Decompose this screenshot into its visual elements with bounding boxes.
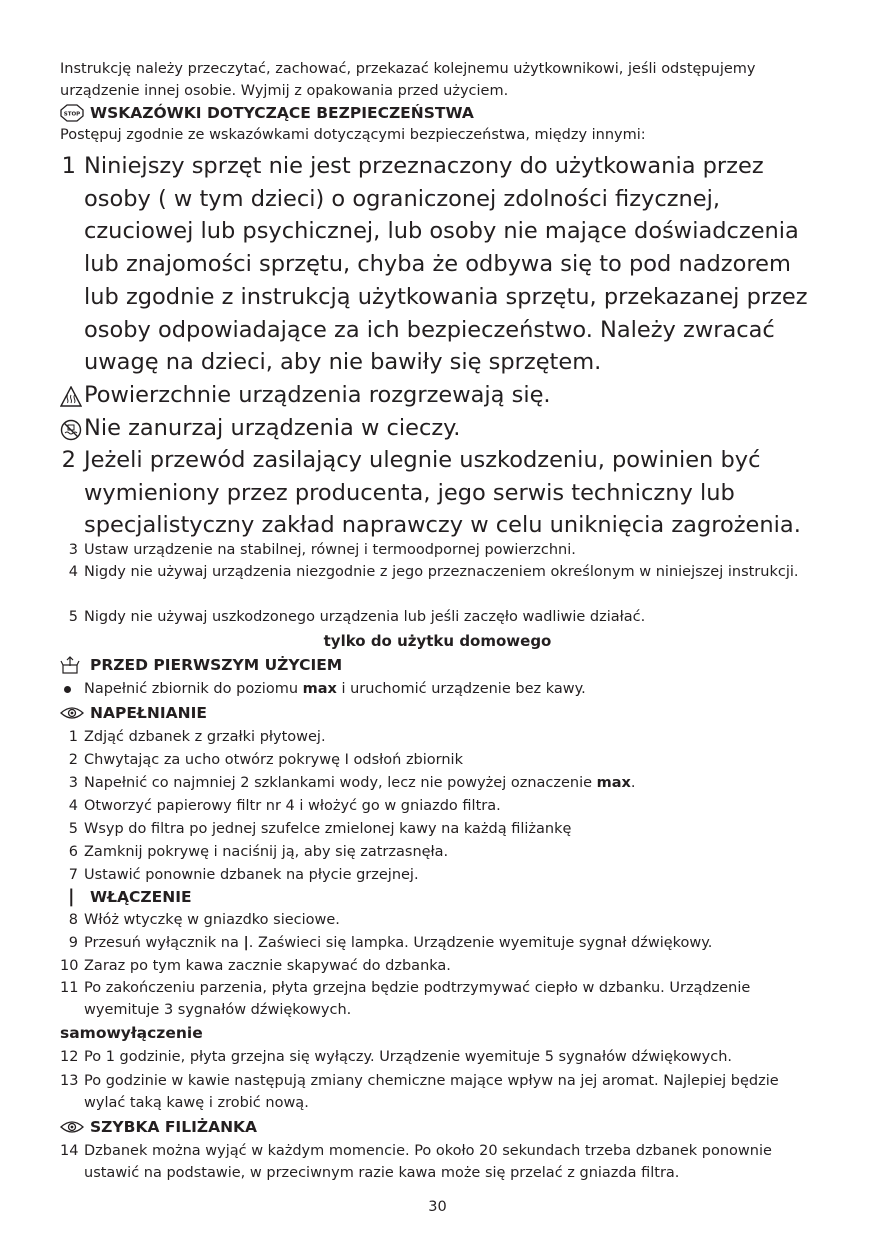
item-text: Dzbanek można wyjąć w każdym momencie. Po około 20 sekundach trzeba dzbanek ponownie ustawić na podstawie, w przeciwnym razie kawa może się przelać z gniazda filtra. [84, 1143, 772, 1181]
item-text: Ustaw urządzenie na stabilnej, równej i termoodpornej powierzchni. [84, 542, 576, 558]
hot-surface-text: Powierzchnie urządzenia rozgrzewają się. [84, 382, 551, 408]
item-text: Po godzinie w kawie następują zmiany chemiczne mające wpływ na jej aromat. Najlepiej będzie wylać taką kawę i zrobić nową. [84, 1073, 779, 1111]
item-text: Po 1 godzinie, płyta grzejna się wyłączy. Urządzenie wyemituje 5 sygnałów dźwiękowych. [84, 1049, 732, 1065]
item-text: Włóż wtyczkę w gniazdko sieciowe. [84, 912, 340, 928]
item-number: 5 [68, 609, 78, 625]
item-text: Zaraz po tym kawa zacznie skapywać do dzbanka. [84, 958, 451, 974]
item-number: 4 [68, 564, 78, 580]
item-number: 14 [60, 1143, 79, 1159]
unpack-box-icon [60, 655, 90, 675]
power-on-icon: | [68, 886, 75, 907]
quick-cup-title: SZYBKA FILIŻANKA [90, 1118, 258, 1136]
item-text: Ustawić ponownie dzbanek na płycie grzejnej. [84, 867, 419, 883]
item-number: 3 [68, 775, 78, 791]
item-text: Po zakończeniu parzenia, płyta grzejna będzie podtrzymywać ciepło w dzbanku. Urządzenie wyemituje 3 sygnałów dźwiękowych. [84, 980, 751, 1018]
item-text: Jeżeli przewód zasilający ulegnie uszkodzeniu, powinien być wymieniony przez producenta, jego serwis techniczny lub specjalistyczny zakład naprawczy w celu uniknięcia zagrożenia. [84, 447, 801, 539]
item-number: 1 [61, 153, 76, 179]
page-number: 30 [428, 1199, 447, 1215]
intro-text: Instrukcję należy przeczytać, zachować, przekazać kolejnemu użytkownikowi, jeśli odstępujemy urządzenie innej osobie. Wyjmij z opakowania przed użyciem. [60, 61, 756, 99]
item-number: 12 [60, 1049, 79, 1065]
item-number: 13 [60, 1073, 79, 1089]
eye-icon [60, 1117, 90, 1137]
auto-off-heading [60, 1022, 203, 1044]
eye-icon [60, 703, 90, 723]
item-number: 7 [68, 867, 78, 883]
stop-sign-icon [60, 103, 90, 123]
switch-on-title: WŁĄCZENIE [90, 888, 192, 906]
bullet-dot [64, 686, 71, 693]
item-text: Wsyp do filtra po jednej szufelce zmielonej kawy na każdą filiżankę [84, 821, 572, 837]
item-text: Przesuń wyłącznik na |. Zaświeci się lampka. Urządzenie wyemituje sygnał dźwiękowy. [84, 935, 713, 951]
item-text: Nigdy nie używaj urządzenia niezgodnie z jego przeznaczeniem określonym w niniejszej instrukcji. [84, 564, 799, 580]
hot-surface-icon [60, 385, 82, 407]
item-number: 5 [68, 821, 78, 837]
item-text: Napełnić co najmniej 2 szklankami wody, lecz nie powyżej oznaczenie max. [84, 775, 636, 791]
first-use-heading [60, 654, 342, 676]
item-number: 8 [68, 912, 78, 928]
auto-off-title: samowyłączenie [60, 1024, 203, 1042]
item-text: Napełnić zbiornik do poziomu max i uruchomić urządzenie bez kawy. [84, 681, 586, 697]
item-text: Otworzyć papierowy filtr nr 4 i włożyć go w gniazdo filtra. [84, 798, 501, 814]
item-number: 4 [68, 798, 78, 814]
item-text: Niniejszy sprzęt nie jest przeznaczony do użytkowania przez osoby ( w tym dzieci) o ograniczonej zdolności fizycznej, czuciowej lub psychicznej, lub osoby nie mające doświadczenia lub znajomości sprzętu, chyba że odbywa się to pod nadzorem lub zgodnie z instrukcją użytkowania sprzętu, przekazanej przez osoby odpowiadające za ich bezpieczeństwo. Należy zwracać uwagę na dzieci, aby nie bawiły się sprzętem. [84, 153, 808, 376]
item-number: 1 [68, 729, 78, 745]
item-text: Chwytając za ucho otwórz pokrywę I odsłoń zbiornik [84, 752, 463, 768]
quick-cup-heading [60, 1116, 257, 1138]
safety-subtitle: Postępuj zgodnie ze wskazówkami dotyczącymi bezpieczeństwa, między innymi: [60, 127, 646, 143]
first-use-title: PRZED PIERWSZYM UŻYCIEM [90, 656, 343, 674]
no-immerse-icon [60, 418, 82, 440]
item-number: 9 [68, 935, 78, 951]
item-number: 2 [61, 447, 76, 473]
filling-heading [60, 702, 207, 724]
item-number: 3 [68, 542, 78, 558]
item-number: 6 [68, 844, 78, 860]
safety-title: WSKAZÓWKI DOTYCZĄCE BEZPIECZEŃSTWA [90, 104, 474, 122]
svg-text:STOP: STOP [63, 111, 81, 118]
item-number: 11 [60, 980, 79, 996]
no-immerse-text: Nie zanurzaj urządzenia w cieczy. [84, 415, 461, 441]
item-number: 2 [68, 752, 78, 768]
filling-title: NAPEŁNIANIE [90, 704, 207, 722]
domestic-use-note: tylko do użytku domowego [323, 632, 552, 650]
item-number: 10 [60, 958, 79, 974]
safety-heading [60, 102, 474, 124]
item-text: Zamknij pokrywę i naciśnij ją, aby się zatrzasnęła. [84, 844, 449, 860]
switch-on-heading [60, 886, 192, 908]
item-text: Nigdy nie używaj uszkodzonego urządzenia lub jeśli zaczęło wadliwie działać. [84, 609, 646, 625]
item-text: Zdjąć dzbanek z grzałki płytowej. [84, 729, 326, 745]
